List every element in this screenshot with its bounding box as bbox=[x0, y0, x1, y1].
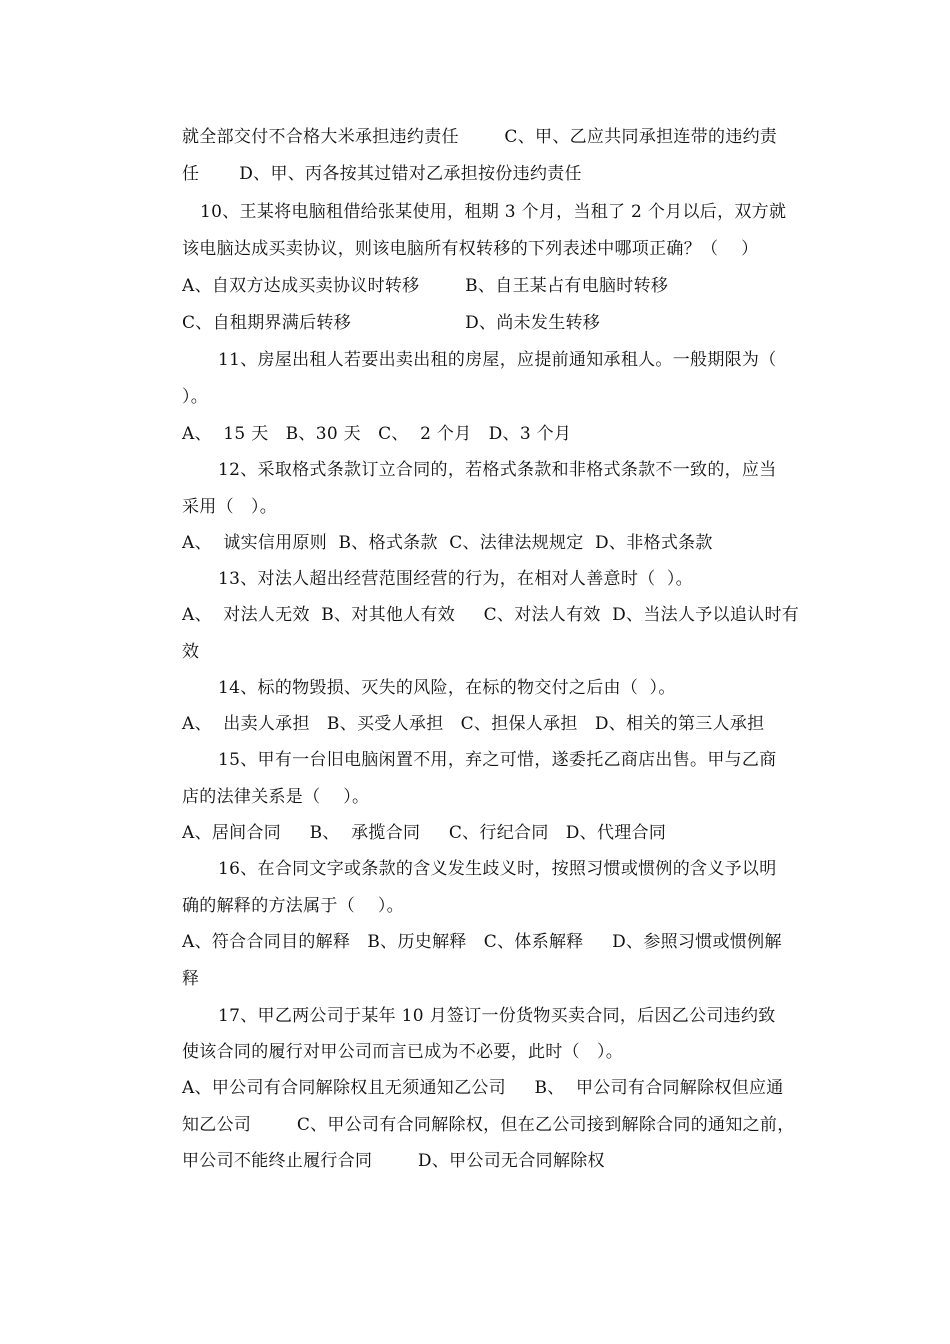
option-line-15: A、居间合同 B、 承揽合同 C、行纪合同 D、代理合同 bbox=[182, 823, 667, 843]
text-line-26: 使该合同的履行对甲公司而言已成为不必要，此时（ ）。 bbox=[182, 1042, 624, 1062]
question-16: 16、在合同文字或条款的含义发生歧义时，按照习惯或惯例的含义予以明 bbox=[218, 859, 777, 879]
question-13: 13、对法人超出经营范围经营的行为，在相对人善意时（ ）。 bbox=[218, 569, 693, 589]
question-17: 17、甲乙两公司于某年 10 月签订一份货物买卖合同，后因乙公司违约致 bbox=[218, 1006, 776, 1026]
option-line-12: A、 诚实信用原则 B、格式条款 C、法律法规规定 D、非格式条款 bbox=[182, 533, 713, 553]
text-line-11: 采用（ ）。 bbox=[182, 497, 278, 517]
option-line-13: A、 对法人无效 B、对其他人有效 C、对法人有效 D、当法人予以追认时有 bbox=[182, 605, 800, 625]
text-line-15: 效 bbox=[182, 642, 200, 662]
option-line-14: A、 出卖人承担 B、买受人承担 C、担保人承担 D、相关的第三人承担 bbox=[182, 714, 765, 734]
text-line-2: 任 D、甲、丙各按其过错对乙承担按份违约责任 bbox=[182, 164, 582, 184]
text-line-19: 店的法律关系是（ ）。 bbox=[182, 787, 370, 807]
text-line-22: 确的解释的方法属于（ ）。 bbox=[182, 896, 404, 916]
option-line-17b: 知乙公司 C、甲公司有合同解除权，但在乙公司接到解除合同的通知之前， bbox=[182, 1115, 795, 1135]
option-line-10b: C、自租期界满后转移 D、尚未发生转移 bbox=[182, 313, 601, 333]
option-line-16: A、符合合同目的解释 B、历史解释 C、体系解释 D、参照习惯或惯例解 bbox=[182, 932, 782, 952]
text-line-4: 该电脑达成买卖协议，则该电脑所有权转移的下列表述中哪项正确？（ ） bbox=[182, 239, 759, 259]
question-14: 14、标的物毁损、灭失的风险，在标的物交付之后由（ ）。 bbox=[218, 678, 676, 698]
text-line-1: 就全部交付不合格大米承担违约责任 C、甲、乙应共同承担连带的违约责 bbox=[182, 127, 778, 147]
option-line-17a: A、甲公司有合同解除权且无须通知乙公司 B、 甲公司有合同解除权但应通 bbox=[182, 1078, 784, 1098]
option-line-11: A、 15 天 B、30 天 C、 2 个月 D、3 个月 bbox=[182, 424, 572, 444]
question-12: 12、采取格式条款订立合同的，若格式条款和非格式条款不一致的，应当 bbox=[218, 460, 777, 480]
option-line-10a: A、自双方达成买卖协议时转移 B、自王某占有电脑时转移 bbox=[182, 276, 669, 296]
text-line-24: 释 bbox=[182, 969, 200, 989]
question-15: 15、甲有一台旧电脑闲置不用，弃之可惜，遂委托乙商店出售。甲与乙商 bbox=[218, 750, 777, 770]
text-line-8: ）。 bbox=[182, 387, 209, 407]
question-11: 11、房屋出租人若要出卖出租的房屋，应提前通知承租人。一般期限为（ bbox=[218, 350, 777, 370]
question-10: 10、王某将电脑租借给张某使用，租期 3 个月，当租了 2 个月以后，双方就 bbox=[200, 202, 787, 222]
option-line-17c: 甲公司不能终止履行合同 D、甲公司无合同解除权 bbox=[182, 1151, 605, 1171]
